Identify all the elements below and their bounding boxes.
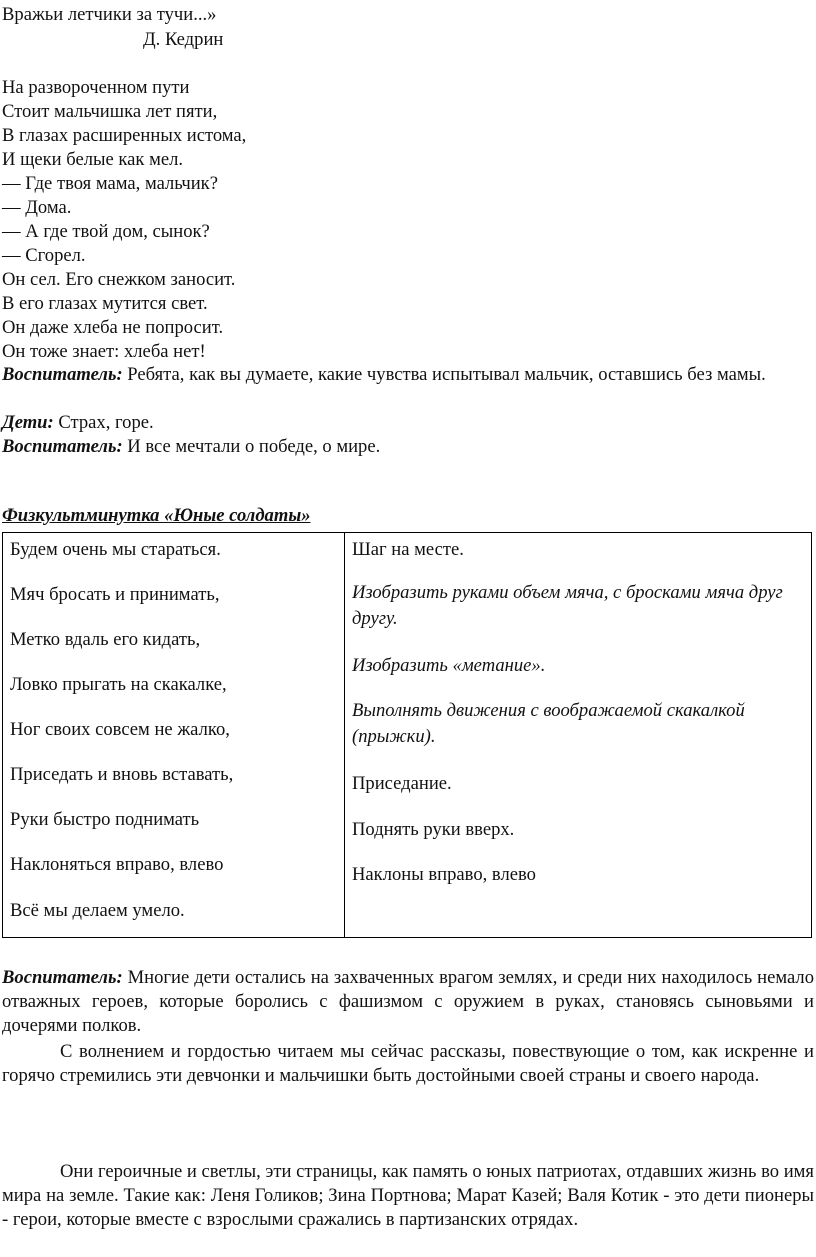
- poem-line: Он даже хлеба не попросит.: [2, 317, 224, 338]
- poem-line: — Сгорел.: [2, 245, 86, 266]
- exercise-movement: Наклоны вправо, влево: [352, 864, 536, 885]
- exercise-movement: Выполнять движения с воображаемой скакалкой (прыжки).: [352, 700, 745, 747]
- poem-line: В глазах расширенных истома,: [2, 125, 247, 146]
- exercise-verse-line: Руки быстро поднимать: [10, 809, 200, 830]
- poem-line: — Где твоя мама, мальчик?: [2, 173, 218, 194]
- exercise-verse-line: Мяч бросать и принимать,: [10, 584, 220, 605]
- exercise-title: Физкультминутка «Юные солдаты»: [2, 505, 311, 526]
- exercise-verse-line: Метко вдаль его кидать,: [10, 629, 201, 650]
- poem-line: На развороченном пути: [2, 77, 190, 98]
- dialog-answer-1: [2, 411, 814, 435]
- exercise-movement: Изобразить руками объем мяча, с бросками мяча друг другу.: [352, 582, 783, 629]
- poem-line: Он сел. Его снежком заносит.: [2, 269, 236, 290]
- poem-author: Д. Кедрин: [143, 29, 224, 50]
- dialog-text: Ребята, как вы думаете, какие чувства испытывал мальчик, оставшись без мамы.: [122, 364, 766, 385]
- exercise-table: [2, 532, 812, 938]
- closing-paragraph-2: С волнением и гордостью читаем мы сейчас рассказы, повествующие о том, как искренне и горячо стремились эти девчонки и мальчишки быть достойными своей страны и своего народа.: [2, 1041, 814, 1086]
- exercise-verse-line: Будем очень мы стараться.: [10, 539, 221, 560]
- dialog-question-2: [2, 435, 814, 459]
- exercise-verse-line: Всё мы делаем умело.: [10, 900, 185, 921]
- speaker-label: Воспитатель:: [2, 436, 123, 457]
- exercise-verse-line: Наклоняться вправо, влево: [10, 854, 224, 875]
- closing-paragraph-1: [2, 966, 814, 1038]
- exercise-movement: Поднять руки вверх.: [352, 819, 515, 840]
- dialog-text: Страх, горе.: [53, 412, 154, 433]
- poem-line: И щеки белые как мел.: [2, 149, 184, 170]
- exercise-verse-line: Ног своих совсем не жалко,: [10, 719, 230, 740]
- poem-quote-line: Вражьи летчики за тучи...»: [2, 4, 217, 25]
- closing-paragraph-3: Они героичные и светлы, эти страницы, как память о юных патриотах, отдавших жизнь во имя мира на земле. Такие как: Леня Голиков; Зина Портнова; Марат Казей; Валя Котик - это дети пионеры - герои, которые вместе с взрослыми сражались в партизанских отрядах.: [2, 1161, 814, 1230]
- dialog-question-1: [2, 363, 814, 387]
- speaker-label: Воспитатель:: [2, 967, 123, 988]
- dialog-text: И все мечтали о победе, о мире.: [122, 436, 381, 457]
- speaker-label: Дети:: [2, 412, 54, 433]
- speaker-label: Воспитатель:: [2, 364, 123, 385]
- poem-line: В его глазах мутится свет.: [2, 293, 208, 314]
- poem-line: — А где твой дом, сынок?: [2, 221, 210, 242]
- poem-line: — Дома.: [2, 197, 72, 218]
- exercise-verse-line: Приседать и вновь вставать,: [10, 764, 234, 785]
- exercise-movement: Шаг на месте.: [352, 539, 464, 560]
- closing-text: Многие дети остались на захваченных врагом землях, и среди них находилось немало отважных героев, которые боролись с фашизмом с оружием в руках, становясь сыновьями и дочерями полков.: [2, 967, 814, 1036]
- exercise-movement: Изобразить «метание».: [352, 655, 546, 676]
- poem-line: Стоит мальчишка лет пяти,: [2, 101, 218, 122]
- exercise-movement: Приседание.: [352, 773, 452, 794]
- exercise-verse-line: Ловко прыгать на скакалке,: [10, 674, 227, 695]
- poem-line: Он тоже знает: хлеба нет!: [2, 341, 206, 362]
- table-divider: [344, 533, 345, 937]
